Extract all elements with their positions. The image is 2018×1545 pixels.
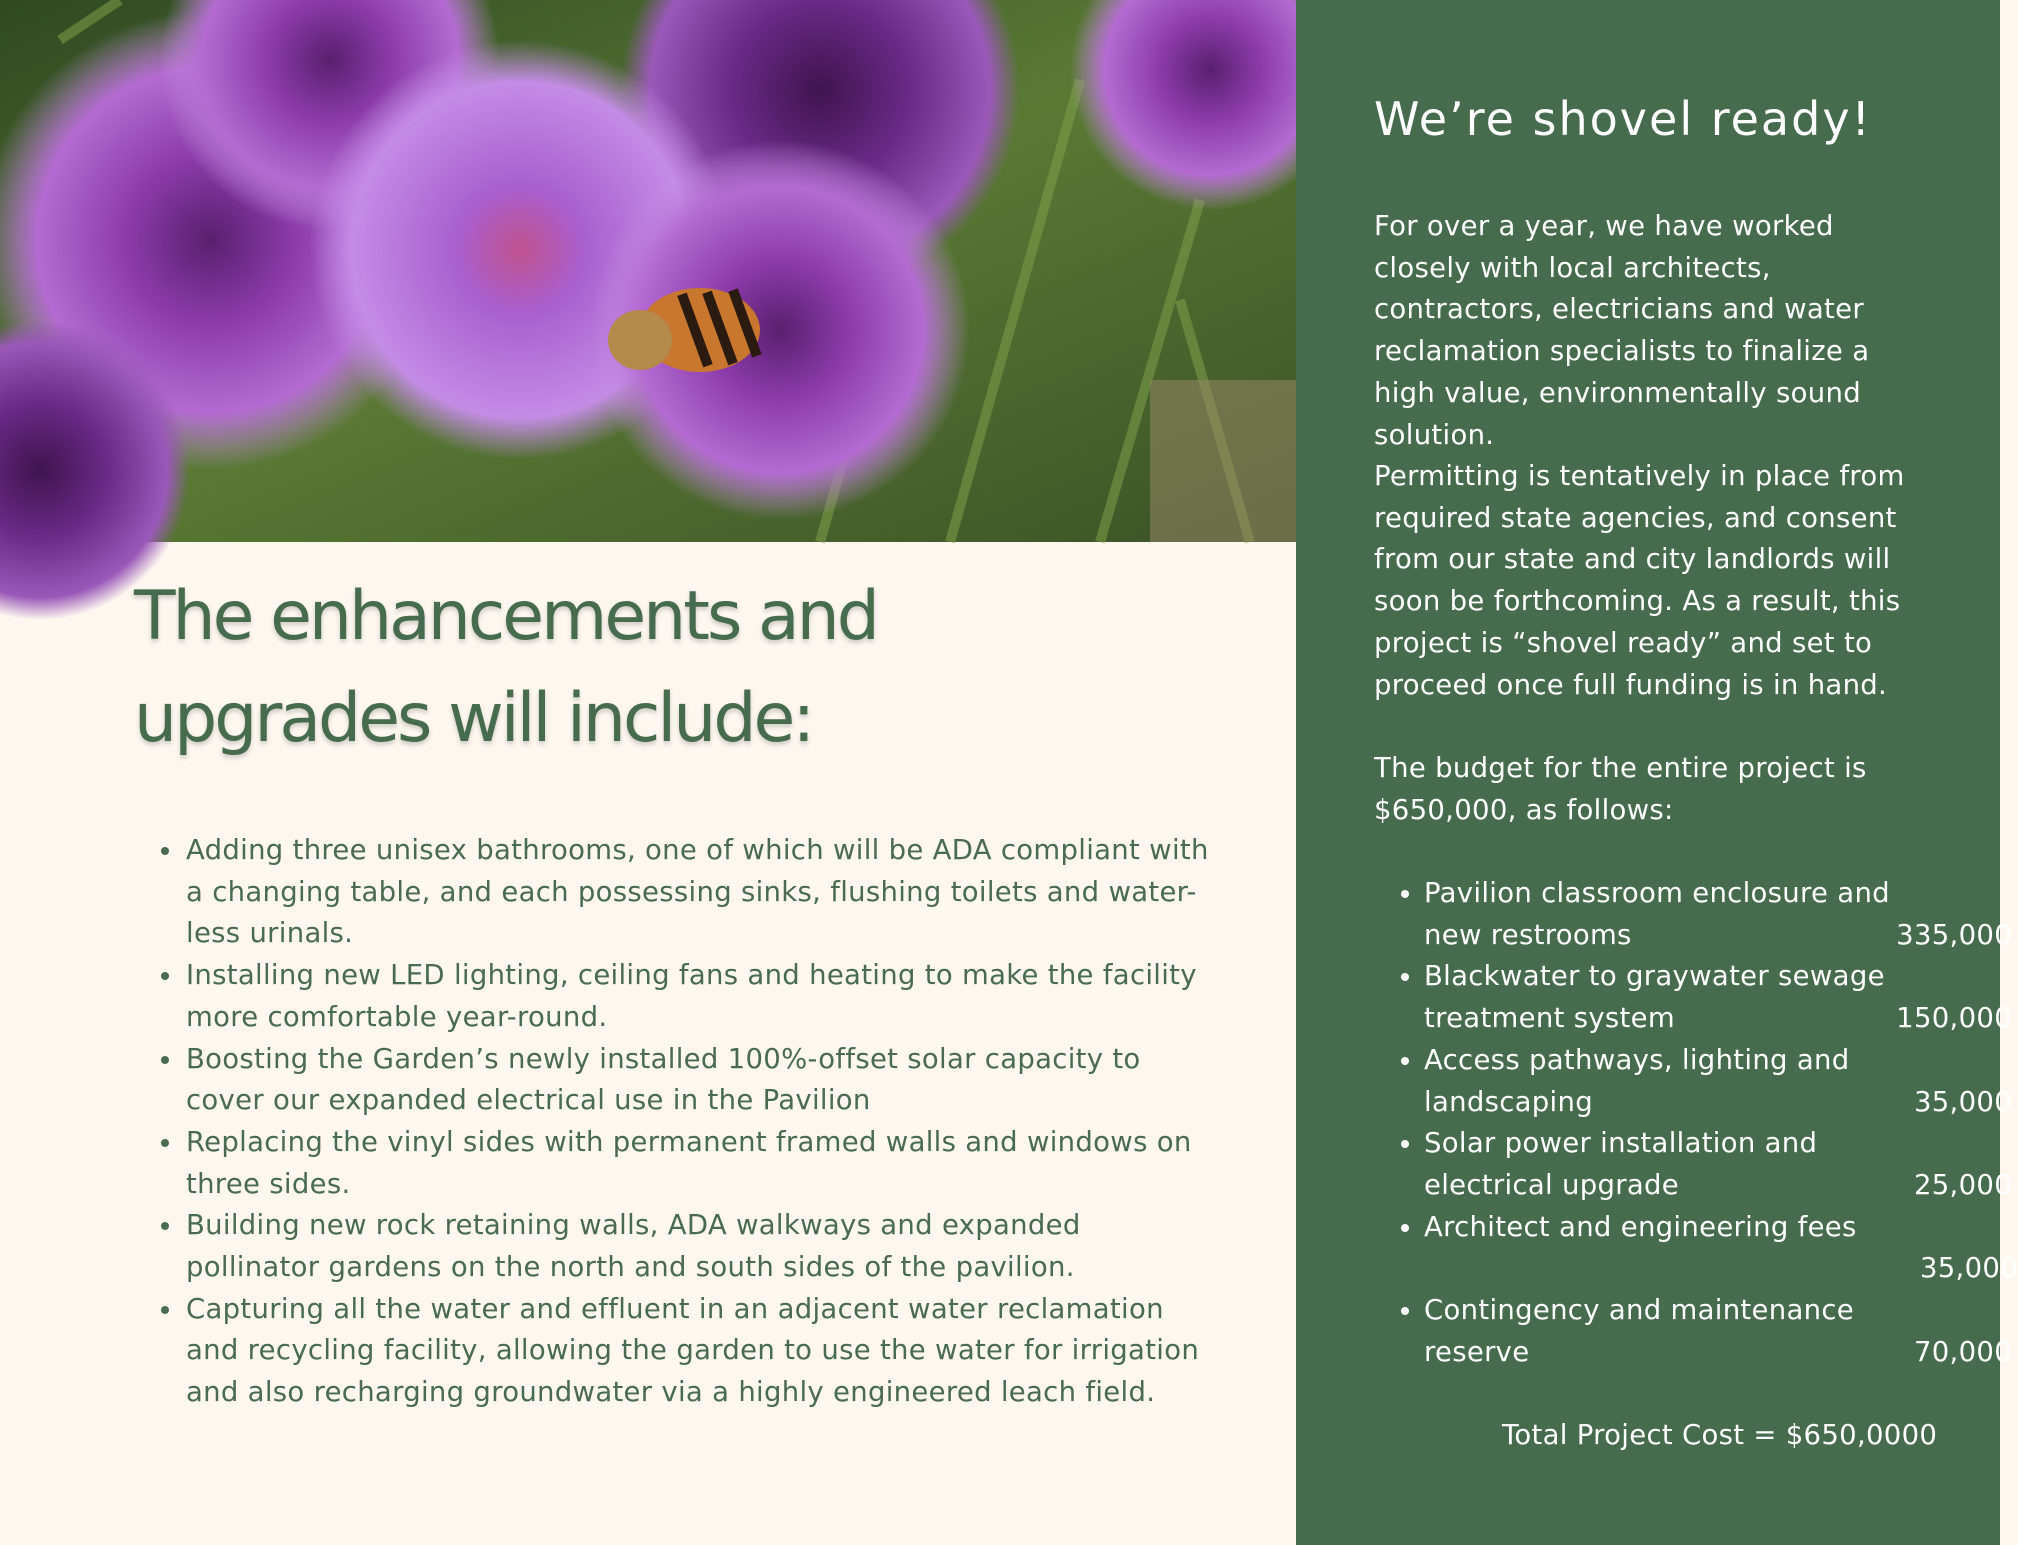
budget-item-amount: 35,000: [1913, 1085, 2012, 1118]
budget-item: [1424, 1207, 2018, 1290]
sidebar-paragraph-budget-intro: The budget for the entire project is $650,000, as follows:: [1374, 752, 1867, 826]
budget-item-label: • Blackwater to graywater sewage: [1424, 960, 1885, 993]
heading-line-2: upgrades will include:: [134, 679, 813, 758]
sidebar-panel: [1296, 0, 2018, 1545]
list-item: • Adding three unisex bathrooms, one of which will be ADA compliant with a changing table, and each possessing sinks, flushing toilets and water-less urinals.: [184, 830, 1214, 955]
budget-item-amount: 150,000: [1896, 1002, 2012, 1035]
budget-item-label: • Solar power installation and: [1424, 1127, 1818, 1160]
budget-item: [1424, 1290, 2012, 1373]
budget-item-amount: 25,000: [1913, 1168, 2012, 1201]
heading-line-1: The enhancements and: [134, 577, 877, 656]
list-item: • Boosting the Garden’s newly installed 100%-offset solar capacity to cover our expanded electrical use in the Pavilion: [184, 1039, 1214, 1122]
budget-item-label: • Pavilion classroom enclosure and: [1424, 877, 1890, 909]
enhancements-heading: [134, 566, 1134, 770]
list-item: • Replacing the vinyl sides with permanent framed walls and windows on three sides.: [184, 1122, 1214, 1205]
sidebar-paragraph-collaboration: For over a year, we have worked closely with local architects, contractors, electricians and water reclamation specialists to finalize a high value, environmentally sound solution.: [1374, 210, 1870, 451]
budget-item: [1424, 1040, 2012, 1123]
budget-item-amount: 35,000: [1919, 1252, 2018, 1285]
budget-item-amount: 70,000: [1913, 1335, 2012, 1368]
budget-item-label-cont: electrical upgrade: [1424, 1168, 1679, 1201]
list-item: • Installing new LED lighting, ceiling fans and heating to make the facility more comfortable year-round.: [184, 955, 1214, 1038]
list-item: • Building new rock retaining walls, ADA walkways and expanded pollinator gardens on the north and south sides of the pavilion.: [184, 1205, 1214, 1288]
budget-item-label-cont: new restrooms: [1424, 918, 1632, 951]
budget-item-label: • Access pathways, lighting and: [1424, 1043, 1850, 1076]
budget-item-amount: 335,000: [1896, 918, 2012, 951]
budget-item-label-cont: [1424, 1248, 1984, 1290]
budget-item-label-cont: treatment system: [1424, 1002, 1675, 1035]
budget-list: [1374, 873, 2018, 1373]
budget-item-label-cont: landscaping: [1424, 1085, 1593, 1118]
total-project-cost: Total Project Cost = $650,0000: [1502, 1419, 1938, 1451]
sidebar-paragraph-permitting: Permitting is tentatively in place from required state agencies, and consent from our state and city landlords will soon be forthcoming. As a result, this project is “shovel ready” and set to proceed once full funding is in hand.: [1374, 460, 1905, 701]
list-item: • Capturing all the water and effluent in an adjacent water reclamation and recycling facility, allowing the garden to use the water for irrigation and also recharging groundwater via a highly engineered leach field.: [184, 1289, 1214, 1414]
budget-item: [1424, 873, 2012, 956]
budget-item: [1424, 1123, 2012, 1206]
chive-flowers-with-bee-photo: [0, 0, 1296, 542]
budget-item: [1424, 956, 2012, 1039]
sidebar-title: We’re shovel ready!: [1374, 92, 1872, 146]
budget-item-label-cont: reserve: [1424, 1335, 1530, 1368]
budget-item-label: • Contingency and maintenance: [1424, 1294, 1854, 1327]
enhancements-list: [134, 830, 1214, 1414]
budget-item-label: • Architect and engineering fees: [1424, 1210, 1857, 1243]
